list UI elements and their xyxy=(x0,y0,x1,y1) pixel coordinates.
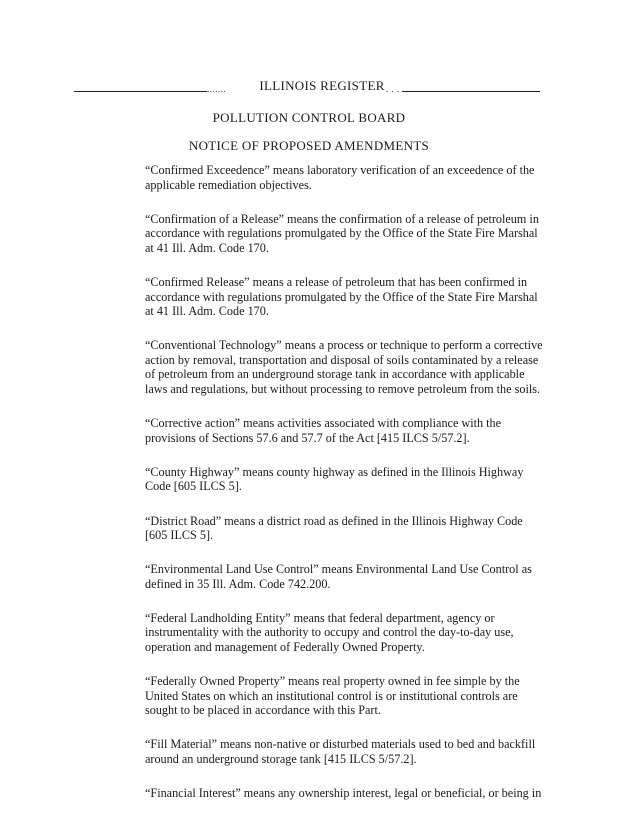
definition-confirmation-of-release xyxy=(145,212,545,256)
definition-financial-interest xyxy=(145,786,545,801)
definition-line: operation and management of Federally Owned Property. xyxy=(145,640,425,655)
header-dots-left: ....... xyxy=(207,84,227,94)
definition-corrective-action xyxy=(145,416,545,445)
definition-line: “Environmental Land Use Control” means Environmental Land Use Control as xyxy=(145,562,532,577)
definition-line: laws and regulations, but without processing to remove petroleum from the soils. xyxy=(145,382,541,397)
definition-confirmed-release xyxy=(145,275,545,319)
definition-line: United States on which an institutional control is or institutional controls are xyxy=(145,688,518,703)
definition-environmental-land-use-control xyxy=(145,562,545,591)
definition-line: “Confirmation of a Release” means the confirmation of a release of petroleum in xyxy=(145,211,539,226)
definition-district-road xyxy=(145,514,545,543)
definition-line: at 41 Ill. Adm. Code 170. xyxy=(145,240,269,255)
definition-confirmed-exceedence xyxy=(145,163,545,192)
definition-county-highway xyxy=(145,465,545,494)
header-rule-left xyxy=(74,91,207,92)
definition-line: “Federal Landholding Entity” means that federal department, agency or xyxy=(145,610,495,625)
board-name: POLLUTION CONTROL BOARD xyxy=(212,110,406,125)
definition-line: “Fill Material” means non-native or disturbed materials used to bed and backfill xyxy=(145,737,536,752)
definition-line: sought to be placed in accordance with this Part. xyxy=(145,703,381,718)
definition-line: “County Highway” means county highway as defined in the Illinois Highway xyxy=(145,464,524,479)
definition-line: “District Road” means a district road as defined in the Illinois Highway Code xyxy=(145,513,523,528)
definition-line: at 41 Ill. Adm. Code 170. xyxy=(145,304,269,319)
definition-line: Code [605 ILCS 5]. xyxy=(145,479,242,494)
definition-line: [605 ILCS 5]. xyxy=(145,528,214,543)
definition-line: accordance with regulations promulgated by the Office of the State Fire Marshal xyxy=(145,226,538,241)
notice-title: NOTICE OF PROPOSED AMENDMENTS xyxy=(188,138,430,153)
header-dots-right: . . . . xyxy=(386,84,406,94)
definition-line: around an underground storage tank [415 ILCS 5/57.2]. xyxy=(145,752,417,767)
register-header xyxy=(74,78,544,94)
definition-line: “Confirmed Exceedence” means laboratory verification of an exceedence of the xyxy=(145,163,535,177)
definition-line: accordance with regulations promulgated by the Office of the State Fire Marshal xyxy=(145,289,538,304)
definition-line: “Financial Interest” means any ownership interest, legal or beneficial, or being in xyxy=(145,786,542,801)
definition-federally-owned-property xyxy=(145,674,545,718)
register-title: ILLINOIS REGISTER xyxy=(259,78,385,93)
definition-line: “Federally Owned Property” means real property owned in fee simple by the xyxy=(145,674,520,689)
definition-line: applicable remediation objectives. xyxy=(145,177,312,192)
definition-federal-landholding-entity xyxy=(145,611,545,655)
definition-line: “Conventional Technology” means a process or technique to perform a corrective xyxy=(145,338,543,353)
definition-line: action by removal, transportation and disposal of soils contaminated by a release xyxy=(145,352,539,367)
definition-line: “Corrective action” means activities associated with compliance with the xyxy=(145,416,502,431)
definition-conventional-technology xyxy=(145,338,545,396)
definitions-list xyxy=(145,163,545,820)
definition-line: defined in 35 Ill. Adm. Code 742.200. xyxy=(145,576,331,591)
header-rule-right xyxy=(402,91,540,92)
definition-line: instrumentality with the authority to occupy and control the day-to-day use, xyxy=(145,625,514,640)
definition-line: of petroleum from an underground storage tank in accordance with applicable xyxy=(145,367,525,382)
definition-line: “Confirmed Release” means a release of petroleum that has been confirmed in xyxy=(145,274,528,289)
definition-fill-material xyxy=(145,737,545,766)
definition-line: provisions of Sections 57.6 and 57.7 of the Act [415 ILCS 5/57.2]. xyxy=(145,430,470,445)
